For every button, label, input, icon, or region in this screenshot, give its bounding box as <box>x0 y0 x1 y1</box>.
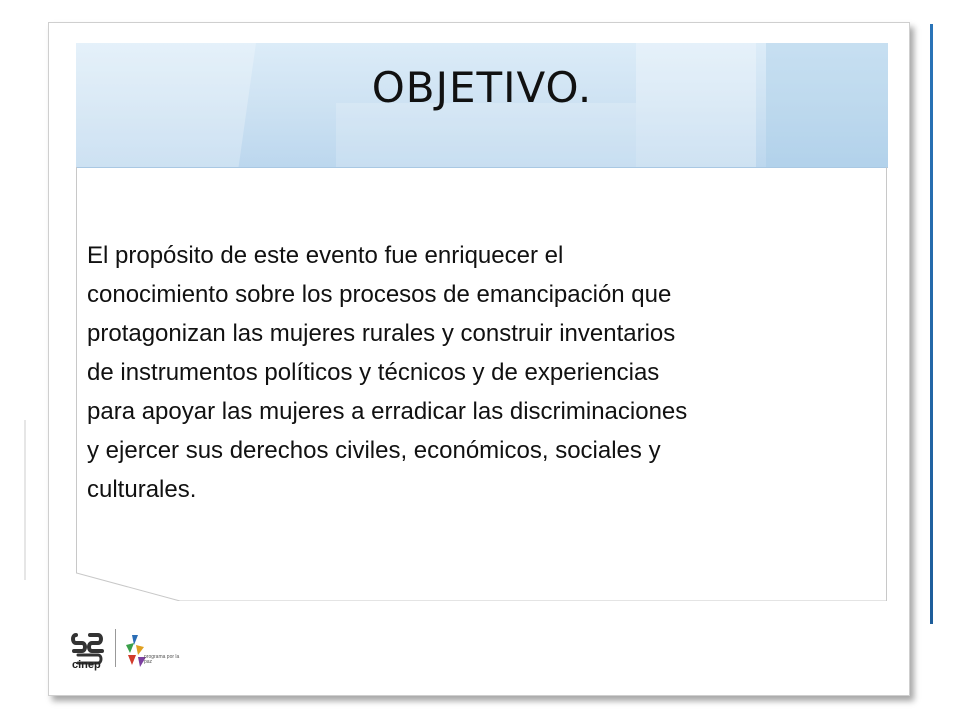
logo-divider <box>115 629 116 667</box>
cinep-logo-text: cinep <box>72 659 101 671</box>
left-edge-marks <box>24 420 26 580</box>
body-line: El propósito de este evento fue enriquecer el <box>87 242 564 269</box>
body-line: culturales. <box>87 476 197 503</box>
footer-logos <box>70 625 180 675</box>
body-line: de instrumentos políticos y técnicos y de experiencias <box>87 359 660 386</box>
body-paragraph <box>87 236 887 509</box>
body-line: conocimiento sobre los procesos de emancipación que <box>87 281 672 308</box>
right-accent-bar <box>930 24 933 624</box>
slide-title: OBJETIVO. <box>371 63 593 112</box>
body-line: para apoyar las mujeres a erradicar las discriminaciones <box>87 398 688 425</box>
body-line: protagonizan las mujeres rurales y construir inventarios <box>87 320 676 347</box>
body-line: y ejercer sus derechos civiles, económicos, sociales y <box>87 437 661 464</box>
paz-program-text: programa por la paz <box>144 654 180 665</box>
paz-program-logo-icon <box>120 631 150 671</box>
band-shape <box>336 103 636 167</box>
